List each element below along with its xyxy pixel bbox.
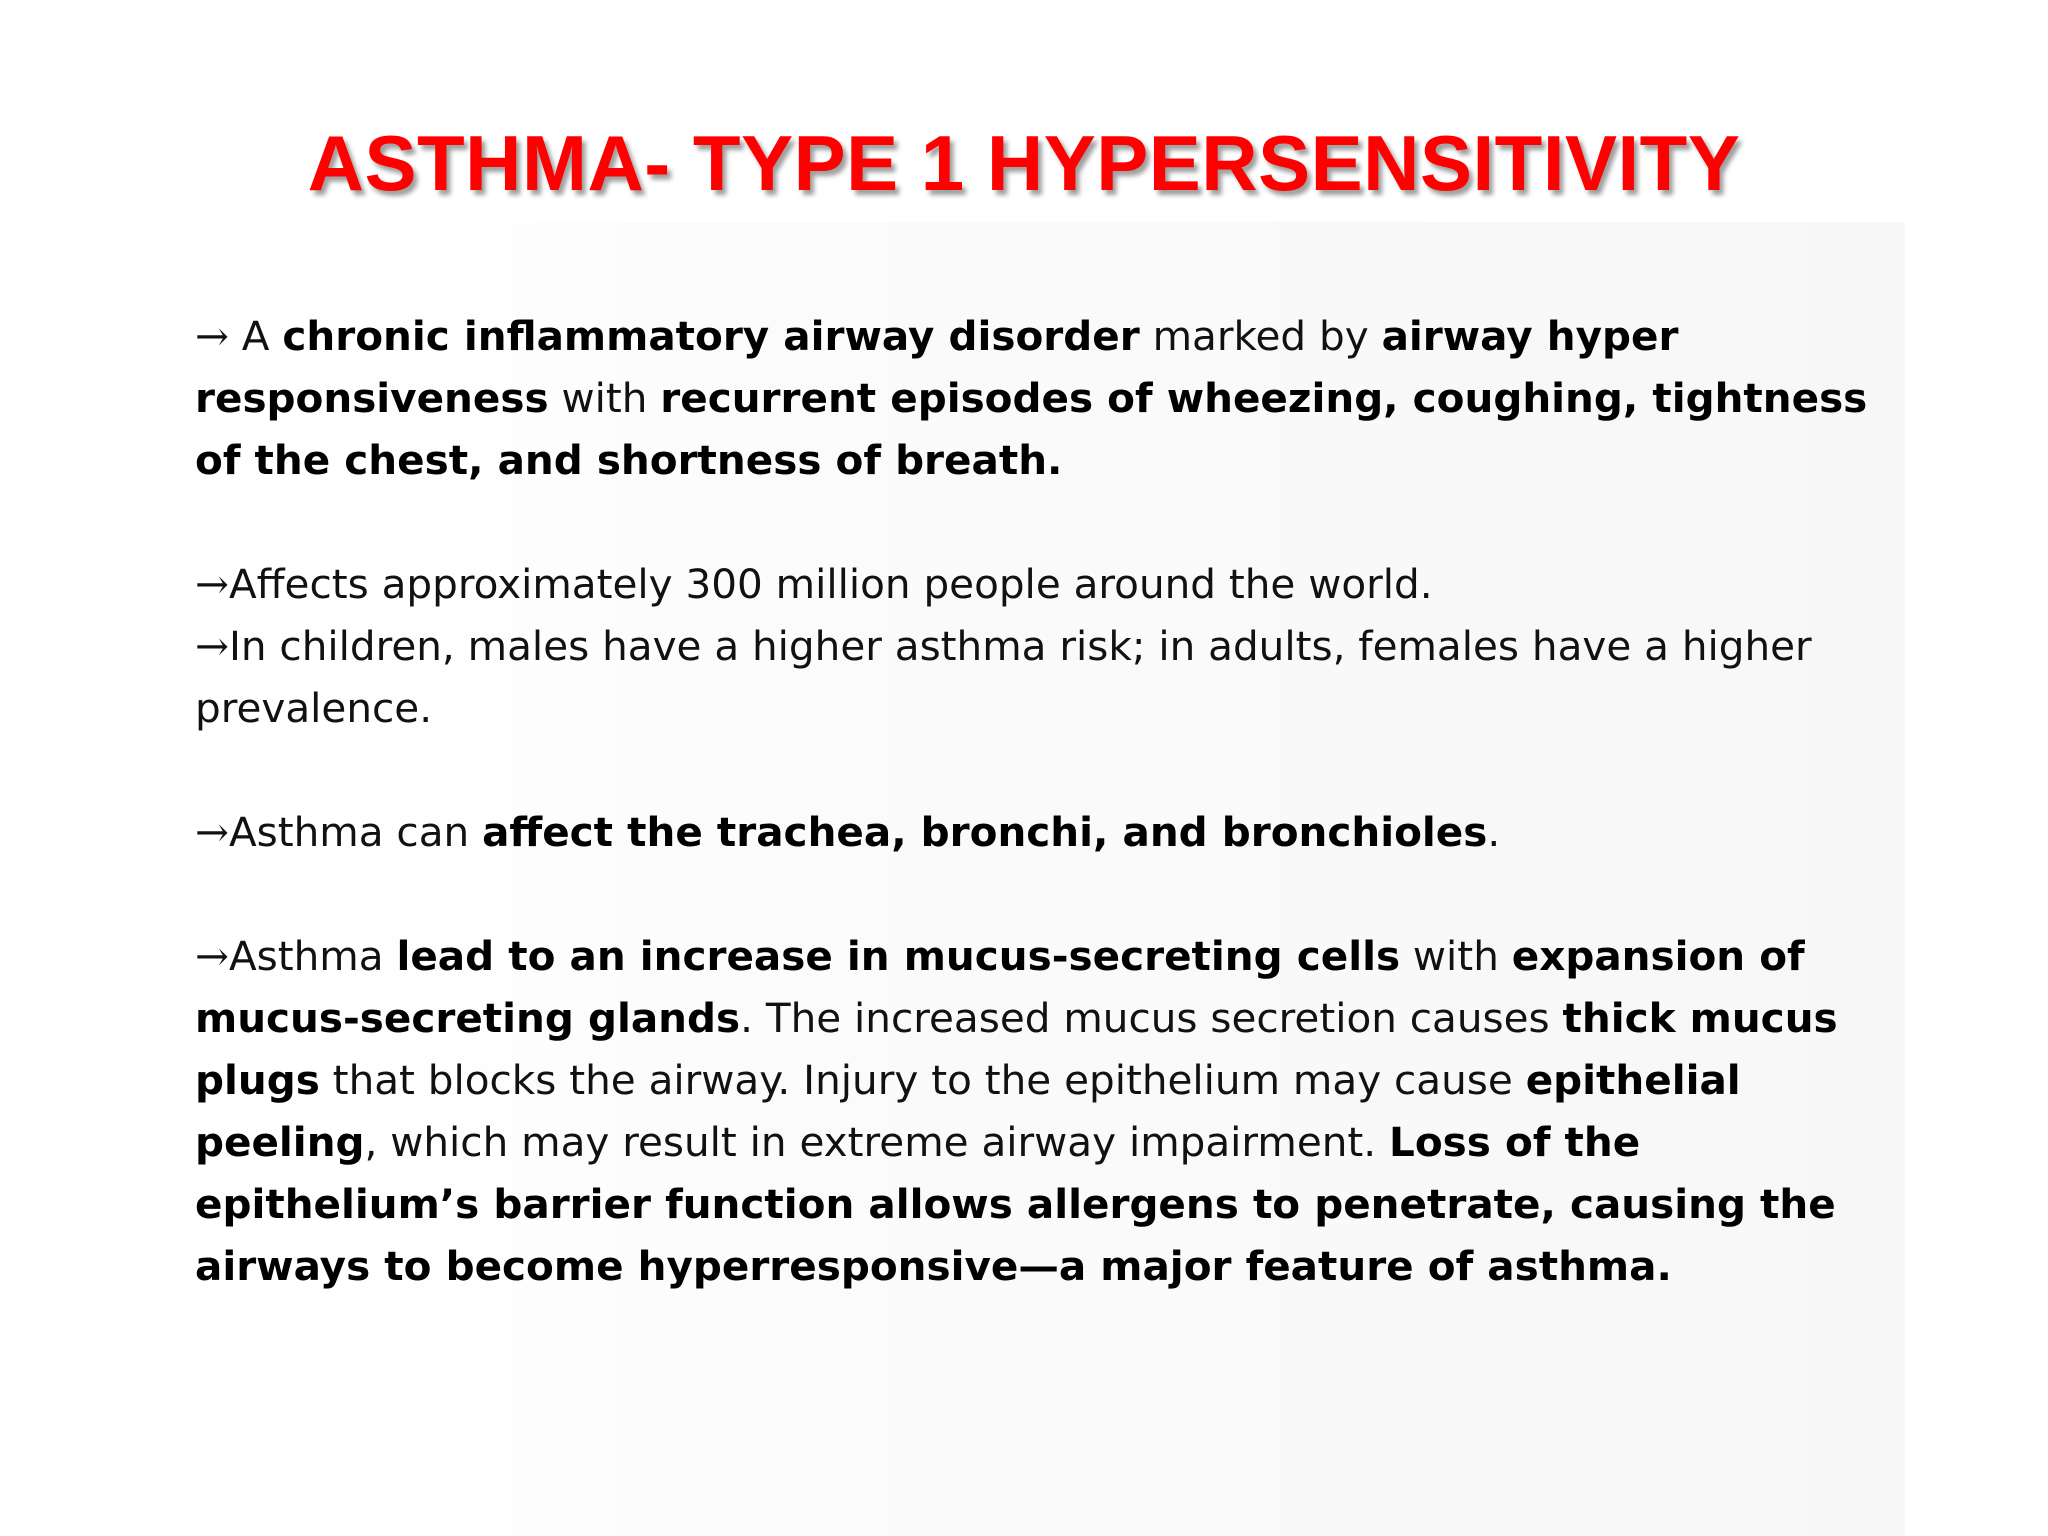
arrow-icon: →	[195, 312, 229, 360]
text: In children, males have a higher asthma risk; in adults, females have a higher prevalence.	[195, 622, 1812, 732]
bold-text: Loss of the epithelium’s barrier function allows allergens to penetrate, causing the airways to become hyperresponsive—a major feature of asthma.	[195, 1118, 1836, 1290]
bold-text: epithelial peeling	[195, 1056, 1741, 1166]
bold-text: lead to an increase in mucus-secreting cells	[396, 932, 1401, 980]
text: Asthma	[228, 932, 397, 980]
text: .	[1487, 808, 1501, 856]
paragraph-anatomy	[195, 801, 1915, 863]
text: , which may result in extreme airway impairment.	[364, 1118, 1390, 1166]
text: Affects approximately 300 million people around the world.	[228, 560, 1433, 608]
spacer	[195, 863, 1915, 925]
arrow-icon: →	[195, 622, 229, 670]
bold-text: affect the trachea, bronchi, and bronchioles	[482, 808, 1488, 856]
bold-text: thick mucus plugs	[195, 994, 1838, 1104]
paragraph-risk	[195, 615, 1915, 739]
bold-text: airway hyper responsiveness	[195, 312, 1679, 422]
arrow-icon: →	[195, 560, 229, 608]
paragraph-prevalence	[195, 553, 1915, 615]
arrow-icon: →	[195, 932, 229, 980]
spacer	[195, 739, 1915, 801]
bold-text: recurrent episodes of wheezing, coughing, tightness of the chest, and shortness of breath.	[195, 374, 1868, 484]
paragraph-definition	[195, 305, 1915, 491]
text: with	[1400, 932, 1512, 980]
text: that blocks the airway. Injury to the epithelium may cause	[319, 1056, 1526, 1104]
spacer	[195, 491, 1915, 553]
text: Asthma can	[228, 808, 483, 856]
text: . The increased mucus secretion causes	[740, 994, 1563, 1042]
text: with	[548, 374, 661, 422]
text: A	[228, 312, 283, 360]
slide-body	[195, 305, 1915, 1297]
paragraph-pathology	[195, 925, 1915, 1297]
slide-title: ASTHMA- TYPE 1 HYPERSENSITIVITY	[307, 119, 1741, 207]
arrow-icon: →	[195, 808, 229, 856]
text: marked by	[1139, 312, 1382, 360]
bold-text: chronic inflammatory airway disorder	[282, 312, 1140, 360]
bold-text: expansion of mucus-secreting glands	[195, 932, 1805, 1042]
